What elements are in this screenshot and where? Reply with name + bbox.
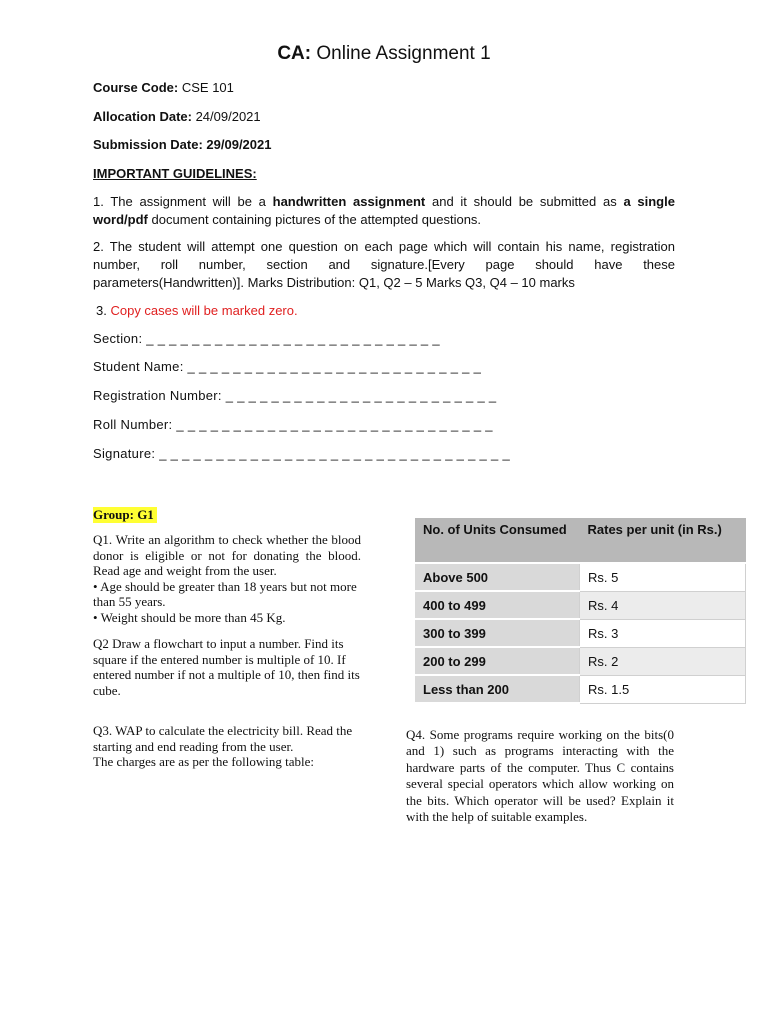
- signature-field[interactable]: Signature: _ _ _ _ _ _ _ _ _ _ _ _ _ _ _ _ _ _ _ _ _ _ _ _ _ _ _ _ _ _ _: [93, 446, 510, 461]
- q1-bullet-age: • Age should be greater than 18 years but not more than 55 years.: [93, 578, 357, 609]
- question-1: Q1. Write an algorithm to check whether the blood donor is eligible or not for donating the blood. Read age and weight from the user. • Age should be greater than 18 years but not more than 55 years. • Weight should be more than 45 Kg.: [93, 532, 361, 625]
- title-text: Online Assignment 1: [311, 43, 491, 64]
- guidelines-heading: IMPORTANT GUIDELINES:: [93, 166, 257, 181]
- copy-warning: Copy cases will be marked zero.: [110, 303, 298, 318]
- guideline-3: 3. Copy cases will be marked zero.: [96, 303, 298, 318]
- electricity-rate-table: [415, 518, 746, 704]
- table-row: Less than 200 Rs. 1.5: [415, 675, 746, 703]
- question-3: Q3. WAP to calculate the electricity bill. Read the starting and end reading from the user. The charges are as per the following table:: [93, 723, 353, 769]
- allocation-date: Allocation Date: 24/09/2021: [93, 109, 261, 124]
- question-2: Q2 Draw a flowchart to input a number. Find its square if the entered number is multiple of 10. If entered number if not a multiple of 10, then find its cube.: [93, 636, 360, 698]
- submission-date: Submission Date: 29/09/2021: [93, 137, 272, 152]
- rate-header: Rates per unit (in Rs.): [580, 518, 746, 563]
- guideline-2: 2. The student will attempt one question on each page which will contain his name, registration number, roll number, section and signature.[Every page should have these parameters(Handwritten)]. Marks Distribution: Q1, Q2 – 5 Marks Q3, Q4 – 10 marks: [93, 239, 675, 290]
- table-row: 400 to 499 Rs. 4: [415, 591, 746, 619]
- table-row: 300 to 399 Rs. 3: [415, 619, 746, 647]
- question-4: Q4. Some programs require working on the bits(0 and 1) such as programs interacting with the hardware parts of the computer. Thus C contains several special operators which allow working on the bits. Which operator will be used? Explain it with the help of suitable examples.: [406, 727, 674, 825]
- guideline-1: 1. The assignment will be a handwritten assignment and it should be submitted as a single word/pdf document containing pictures of the attempted questions.: [93, 194, 675, 227]
- table-row: Above 500 Rs. 5: [415, 563, 746, 591]
- group-value: G1: [137, 507, 154, 522]
- section-field[interactable]: Section: _ _ _ _ _ _ _ _ _ _ _ _ _ _ _ _ _ _ _ _ _ _ _ _ _ _: [93, 331, 440, 346]
- student-name-field[interactable]: Student Name: _ _ _ _ _ _ _ _ _ _ _ _ _ _ _ _ _ _ _ _ _ _ _ _ _ _: [93, 359, 482, 374]
- roll-number-field[interactable]: Roll Number: _ _ _ _ _ _ _ _ _ _ _ _ _ _ _ _ _ _ _ _ _ _ _ _ _ _ _ _: [93, 417, 493, 432]
- title-prefix: CA:: [277, 43, 312, 64]
- page-title: [0, 43, 768, 65]
- group-label: Group: G1: [93, 507, 157, 523]
- registration-number-field[interactable]: Registration Number: _ _ _ _ _ _ _ _ _ _ _ _ _ _ _ _ _ _ _ _ _ _ _ _: [93, 388, 497, 403]
- course-code: Course Code: CSE 101: [93, 80, 234, 95]
- q1-bullet-weight: • Weight should be more than 45 Kg.: [93, 609, 286, 625]
- units-header: No. of Units Consumed: [415, 518, 580, 563]
- table-row: 200 to 299 Rs. 2: [415, 647, 746, 675]
- table-header-row: [415, 518, 746, 563]
